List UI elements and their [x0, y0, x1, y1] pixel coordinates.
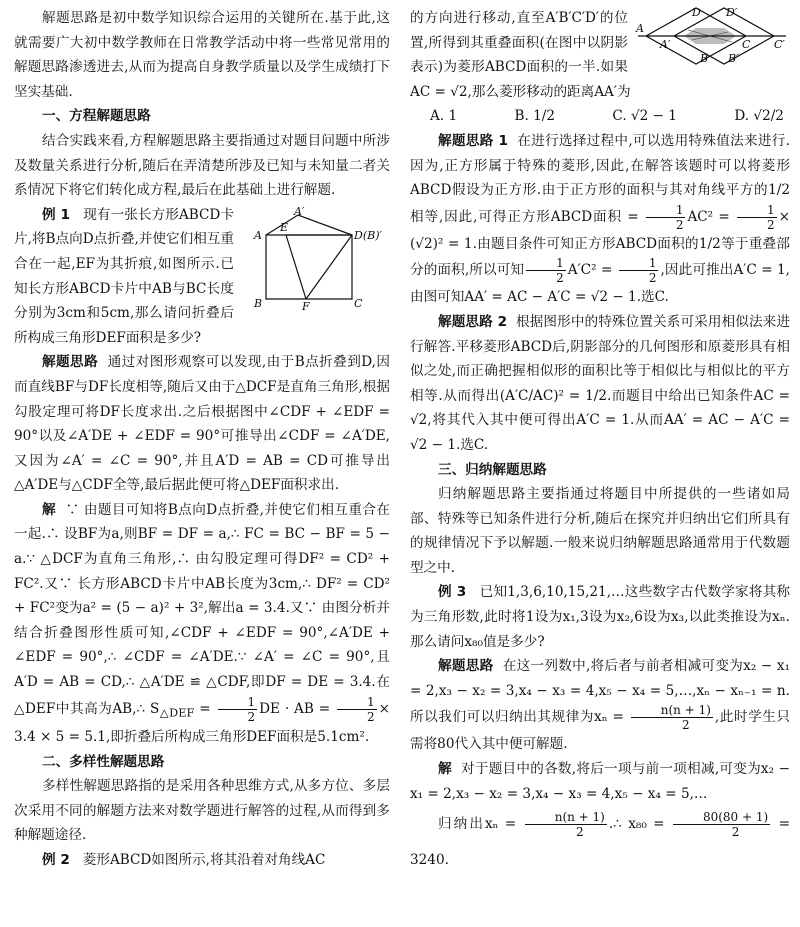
- solution-1-fraction-2: $\frac{1}{2}$: [337, 695, 377, 724]
- thinking-1-text: 通过对图形观察可以发现,由于B点折叠到D,因而直线BF与DF长度相等,随后又由于△DCF是直角三角形,根据勾股定理可将DF长度求出.之后根据图中∠CDF + ∠EDF = 90°以及∠A′DE + ∠EDF = 90°可推导出∠CDF = ∠A′DE,又因为∠A′ = ∠C = 90°,并且A′D = AB = CD可推导出△A′DE与△CDF全等,最后据此便可将△DEF面积求出.: [14, 354, 390, 494]
- solution-1-subscript: △DEF: [159, 705, 195, 720]
- t1-fraction-4: $\frac{1}{2}$: [619, 256, 659, 285]
- paragraph-diversity-method: 多样性解题思路指的是采用各种思维方式,从多方位、多层次采用不同的解题方法来对数学题进行解答的过程,从而得到多种解题途径.: [14, 778, 390, 844]
- option-d: D. √2/2: [734, 108, 784, 125]
- section-heading-1: 一、方程解题思路: [42, 108, 151, 125]
- thinking-2-2-label: 解题思路 2: [438, 313, 508, 330]
- fig1-label-B: B: [254, 296, 263, 310]
- fig2-label-C1: C′: [774, 38, 785, 51]
- solution-1-text-b: DE · AB =: [259, 700, 335, 717]
- fig2-label-B1: B′: [728, 52, 739, 65]
- example-1-text: 现有一张长方形ABCD卡片,将B点向D点折叠,并使它们相互重合在一起,EF为其折痕,如图所示.已知长方形ABCD卡片中AB与BC长度分别为3cm和5cm,那么请问折叠后所构成三角形DEF面积是多少?: [14, 206, 235, 346]
- example-2-label: 例 2: [42, 851, 70, 868]
- fig1-label-F: F: [302, 299, 310, 311]
- thinking-1: [14, 350, 390, 498]
- thinking-3: 解题思路 在这一列数中,将后者与前者相减可变为x₂ − x₁ = 2,x₃ − x₂ = 3,x₄ − x₃ = 4,x₅ − x₄ = 5,…,xₙ − xₙ₋₁ = n.所以我们可以归纳出其规律为xₙ = $\frac{n(n + 1)}{2}$ ,此时学生只需将80代入其中便可解题.: [410, 658, 790, 753]
- example-2-start: [14, 848, 390, 873]
- fig1-label-D: D(B)′: [354, 228, 382, 242]
- option-c: C. √2 − 1: [612, 108, 677, 125]
- t1-fraction-1: $\frac{1}{2}$: [646, 203, 686, 232]
- solution-3: [410, 757, 790, 806]
- intro-paragraph: 解题思路是初中数学知识综合运用的关键所在.基于此,这就需要广大初中数学教师在日常教学活动中将一些常见常用的解题思路渗透进去,从而为提高自身教学质量以及学生成绩打下坚实基础.: [14, 10, 390, 100]
- example-2-continued: 的方向进行移动,直至A′B′C′D′的位置,所得到其重叠面积(在图中以阴影表示)为菱形ABCD面积的一半.如果AC = √2,那么菱形移动的距离AA′为: [410, 10, 631, 100]
- fig1-label-A: A: [254, 228, 262, 242]
- example-3: [410, 580, 790, 654]
- fig2-label-D1: D′: [726, 6, 738, 19]
- option-a: A. 1: [430, 108, 458, 125]
- example-3-text: 已知1,3,6,10,15,21,…这些数字古代数学家将其称为三角形数,此时将1设为x₁,3设为x₂,6设为x₃,以此类推设为xₙ.那么请问x₈₀值是多少?: [410, 584, 790, 650]
- solution-1-text-a: ∵ 由题目可知将B点向D点折叠,并使它们相互重合在一起.∴ 设BF为a,则BF = DF = a,∴ FC = BC − BF = 5 − a.∵ △DCF为直角三角形,∴ 由勾股定理可得DF² = CD² + FC².又∵ 长方形ABCD卡片中AB长度为3cm,∴ DF² = CD² + FC²变为a² = (5 − a)² + 3²,解出a = 3.4.又∵ 由图分析并结合折叠图形性质可知,∠CDF + ∠EDF = 90°,∠A′DE + ∠EDF = 90°,∴ ∠CDF = ∠A′DE.∵ ∠A′ = ∠C = 90°,且A′D = AB = CD,∴ △A′DE ≌ △CDF,即DF = DE = 3.4.在△DEF中其高为AB,∴ S: [14, 501, 391, 717]
- fig2-label-A1: A′: [660, 38, 671, 51]
- answer-options: [410, 104, 790, 129]
- thinking-2-1: 解题思路 1 在进行选择过程中,可以选用特殊值法来进行.因为,正方形属于特殊的菱形,因此,在解答该题时可以将菱形ABCD假设为正方形.由于正方形的面积与其对角线平方的1/2相等,因此,可得正方形ABCD面积 = $\frac{1}{2}$ AC² = $\frac{1}{2}$ × (√2)² = 1.由题目条件可知正方形ABCD面积的1/2等于重叠部分的面积,所以可知 $\frac{1}{2}$ A′C² = $\frac{1}{2}$ ,因此可推出A′C = 1,由图可知AA′ = AC − A′C = √2 − 1.选C.: [410, 132, 790, 306]
- solution-3-text: 对于题目中的各数,将后一项与前一项相减,可变为x₂ − x₁ = 2,x₃ − x₂ = 3,x₄ − x₃ = 4,x₅ − x₄ = 5,…: [410, 761, 791, 802]
- paragraph-induction-method: 归纳解题思路主要指通过将题目中所提供的一些诸如局部、特殊等已知条件进行分析,随后在探究并归纳出它们所具有的规律情况下予以解题.一般来说归纳解题思路通常用于代数题型之中.: [410, 486, 790, 576]
- figure-rhombus-translation: [634, 6, 790, 66]
- section-heading-3: 三、归纳解题思路: [438, 461, 547, 478]
- solution-3-label: 解: [438, 761, 452, 778]
- fig2-label-D: D: [692, 6, 701, 19]
- solution-1-label: 解: [42, 501, 57, 518]
- option-b: B. 1/2: [514, 108, 556, 125]
- fig2-label-B: B: [700, 52, 709, 65]
- fig2-label-A: A: [636, 22, 644, 35]
- thinking-2-2: [410, 310, 790, 458]
- final-result: 归纳出xₙ = $\frac{n(n + 1)}{2}$ .∴ x₈₀ = $\frac{80(80 + 1)}{2}$ = 3240.: [410, 810, 790, 869]
- solution-1: [14, 498, 390, 750]
- solution-1-text-c: × 3.4 × 5 = 5.1,即折叠后所构成三角形DEF面积是5.1cm².: [14, 700, 391, 745]
- t1-fraction-3: $\frac{1}{2}$: [526, 256, 566, 285]
- final-fraction-2: $\frac{80(80 + 1)}{2}$: [673, 810, 770, 839]
- thinking-3-label: 解题思路: [438, 658, 494, 675]
- example-1-label: 例 1: [42, 206, 70, 223]
- thinking-2-1-label: 解题思路 1: [438, 132, 509, 149]
- left-column: [14, 6, 390, 873]
- t1-fraction-2: $\frac{1}{2}$: [737, 203, 777, 232]
- right-column: [410, 6, 790, 878]
- figure-folded-rectangle: [240, 207, 390, 311]
- t3-fraction: $\frac{n(n + 1)}{2}$: [631, 703, 713, 732]
- solution-1-fraction-1: $\frac{1}{2}$: [218, 695, 258, 724]
- paragraph-equation-method: 结合实践来看,方程解题思路主要指通过对题目问题中所涉及数量关系进行分析,随后在弄清楚所涉及已知与未知量二者关系情况下将它们转化成方程,最后在此基础上进行解题.: [14, 132, 390, 199]
- section-heading-2: 二、多样性解题思路: [42, 753, 165, 770]
- example-2-text: 菱形ABCD如图所示,将其沿着对角线AC: [82, 851, 326, 868]
- fig1-label-A1: A′: [294, 206, 305, 218]
- fig1-label-C: C: [354, 296, 363, 310]
- thinking-1-label: 解题思路: [42, 354, 99, 371]
- solution-1-eq: =: [194, 700, 216, 717]
- final-fraction-1: $\frac{n(n + 1)}{2}$: [525, 810, 607, 839]
- fig1-label-E: E: [280, 220, 289, 234]
- fig2-label-C: C: [742, 38, 751, 51]
- example-3-label: 例 3: [438, 584, 467, 601]
- thinking-2-2-text: 根据图形中的特殊位置关系可采用相似法来进行解答.平移菱形ABCD后,阴影部分的几何图形和原菱形具有相似之处,而正确把握相似形的面积比等于相似比与相似比的平方相等.从而得出(A′C/AC)² = 1/2.而题目中给出已知条件AC = √2,将其代入其中便可得出A′C = 1.从而AA′ = AC − A′C = √2 − 1.选C.: [410, 313, 790, 453]
